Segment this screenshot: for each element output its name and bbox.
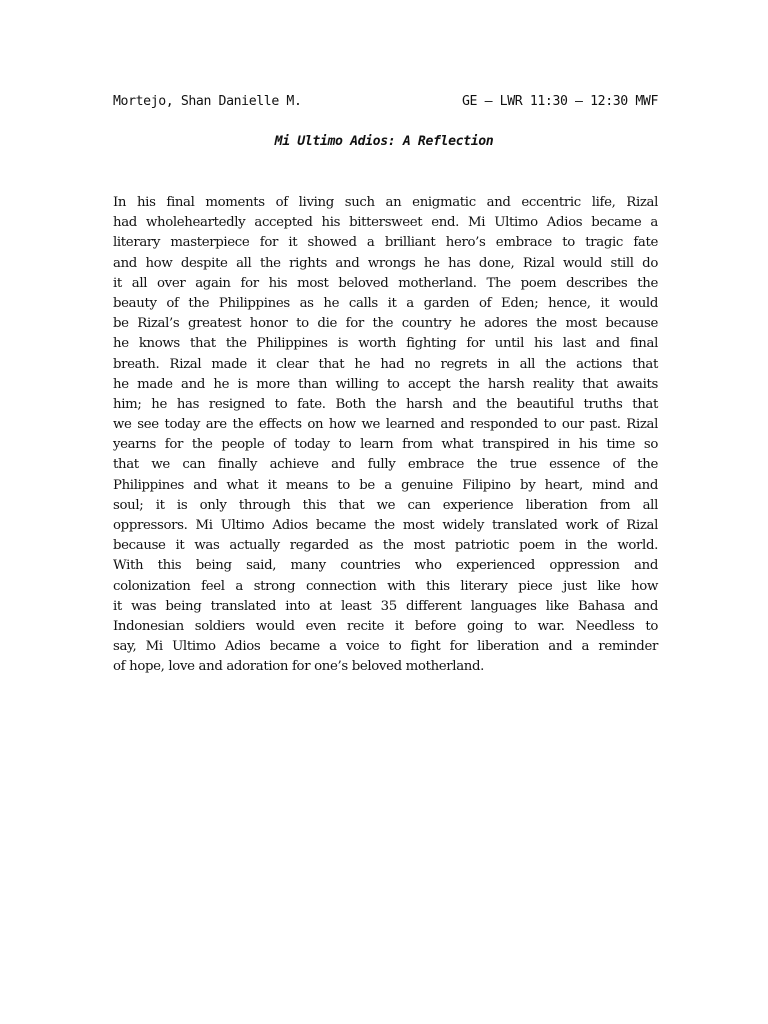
paragraph-line: and how despite all the rights and wrongs he has done, Rizal would still do xyxy=(113,255,658,271)
paragraph-line: Indonesian soldiers would even recite it before going to war. Needless to xyxy=(113,618,658,634)
paragraph-line: soul; it is only through this that we can experience liberation from all xyxy=(113,497,658,513)
paragraph-line: yearns for the people of today to learn from what transpired in his time so xyxy=(113,437,658,453)
paragraph-line: it was being translated into at least 35 different languages like Bahasa and xyxy=(113,598,658,614)
paragraph-line: say, Mi Ultimo Adios became a voice to fight for liberation and a reminder xyxy=(113,639,658,655)
paragraph-line: literary masterpiece for it showed a brilliant hero’s embrace to tragic fate xyxy=(113,235,658,251)
paragraph-line: Philippines and what it means to be a genuine Filipino by heart, mind and xyxy=(113,477,658,493)
paragraph-line: oppressors. Mi Ultimo Adios became the most widely translated work of Rizal xyxy=(113,518,658,533)
paragraph-line: he knows that the Philippines is worth fighting for until his last and final xyxy=(113,336,658,352)
reflection-paragraph xyxy=(113,193,658,678)
paragraph-line: that we can finally achieve and fully embrace the true essence of the xyxy=(113,457,658,473)
paragraph-line: because it was actually regarded as the most patriotic poem in the world. xyxy=(113,538,658,554)
author-name: Mortejo, Shan Danielle M. xyxy=(113,94,302,109)
paragraph-line: had wholeheartedly accepted his bittersweet end. Mi Ultimo Adios became a xyxy=(113,215,658,231)
paragraph-line: he made and he is more than willing to accept the harsh reality that awaits xyxy=(113,376,658,392)
course-schedule: GE – LWR 11:30 – 12:30 MWF xyxy=(461,94,658,109)
paragraph-line: of hope, love and adoration for one’s beloved motherland. xyxy=(113,659,485,675)
paragraph-line: With this being said, many countries who experienced oppression and xyxy=(113,558,658,574)
paragraph-line: In his final moments of living such an enigmatic and eccentric life, Rizal xyxy=(113,195,658,210)
paragraph-line: it all over again for his most beloved motherland. The poem describes the xyxy=(113,275,658,291)
paragraph-line: be Rizal’s greatest honor to die for the country he adores the most because xyxy=(113,316,658,332)
document-title: Mi Ultimo Adios: A Reflection xyxy=(274,134,494,149)
paragraph-line: beauty of the Philippines as he calls it a garden of Eden; hence, it would xyxy=(113,295,658,311)
paragraph-line: we see today are the effects on how we learned and responded to our past. Rizal xyxy=(113,417,658,433)
paragraph-line: breath. Rizal made it clear that he had no regrets in all the actions that xyxy=(113,356,658,372)
paragraph-line: him; he has resigned to fate. Both the harsh and the beautiful truths that xyxy=(113,396,658,412)
document-header xyxy=(113,94,658,114)
paragraph-line: colonization feel a strong connection with this literary piece just like how xyxy=(113,578,658,594)
